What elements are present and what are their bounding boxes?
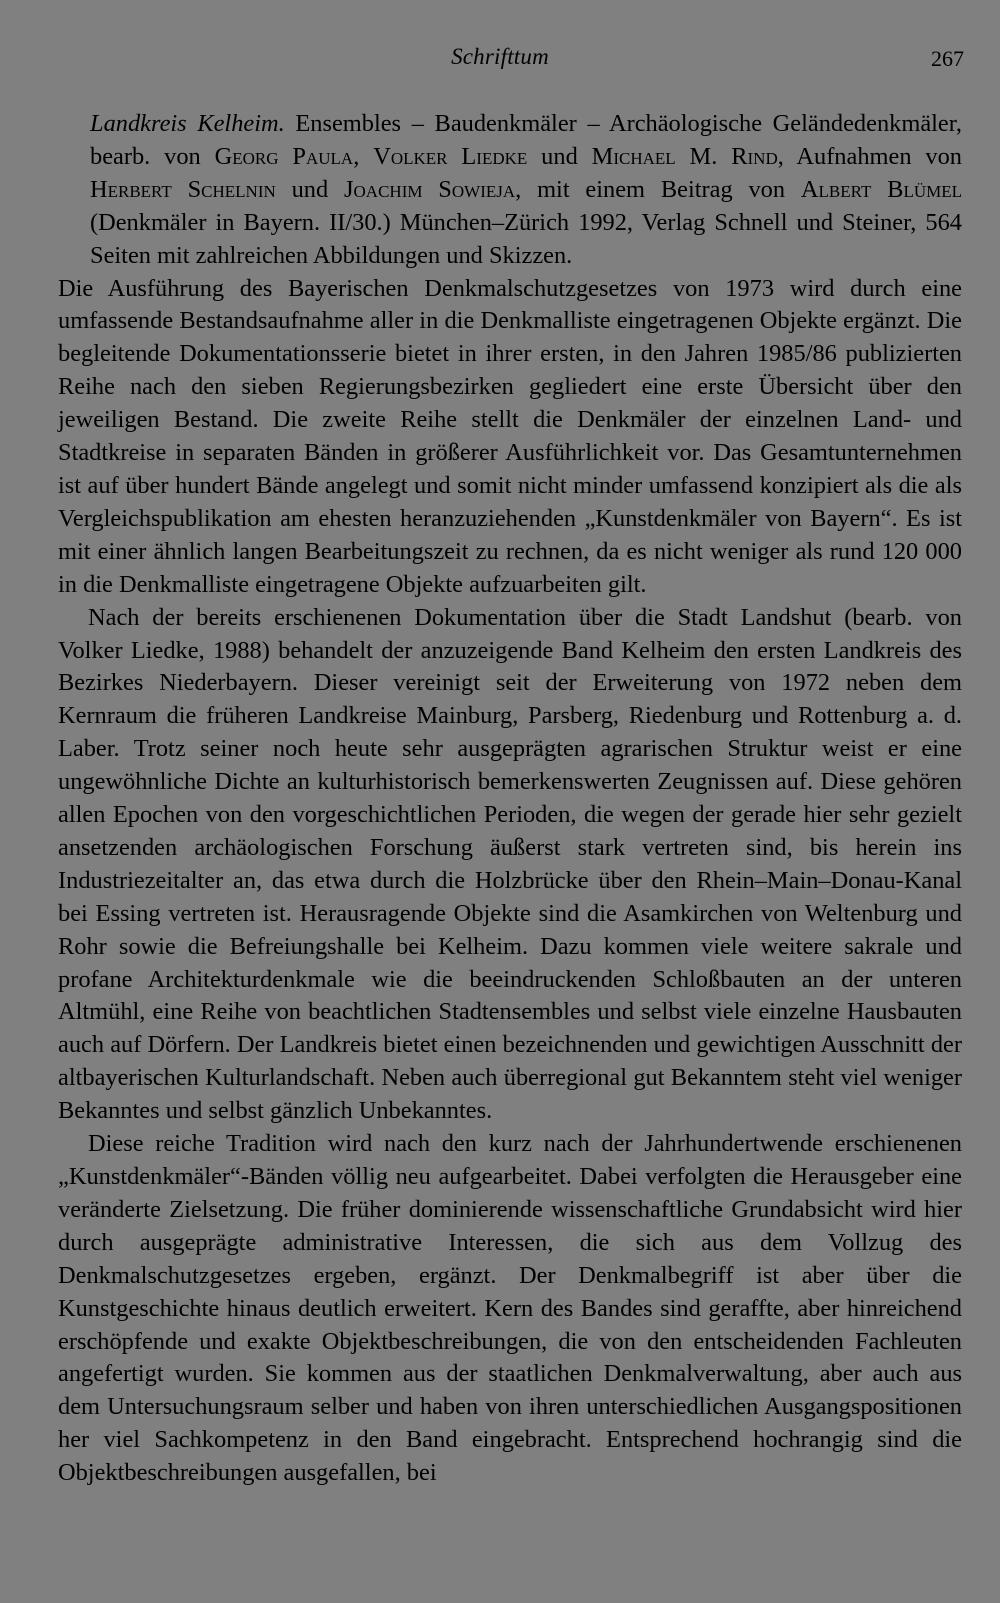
photographer-name: Herbert Schelnin: [90, 175, 276, 203]
body-paragraph: Die Ausführung des Bayerischen Denkmalschutzgesetzes von 1973 wird durch eine umfassende Bestandsaufnahme aller in die Denkmalliste eingetragenen Objekte ergänzt. Die begleitende Dokumentationsserie bietet in ihrer ersten, in den Jahren 1985/86 publizierten Reihe nach den sieben Regierungsbezirken gegliedert eine erste Übersicht über den jeweiligen Bestand. Die zweite Reihe stellt die Denkmäler der einzelnen Land- und Stadtkreise in separaten Bänden in größerer Ausführlichkeit vor. Das Gesamtunternehmen ist auf über hundert Bände angelegt und somit nicht minder umfassend konzipiert als die als Vergleichspublikation am ehesten heranzuziehenden „Kunstdenkmäler von Bayern“. Es ist mit einer ähnlich langen Bearbeitungszeit zu rechnen, da es nicht weniger als rund 120 000 in die Denkmalliste eingetragene Objekte aufzuarbeiten gilt.: [58, 274, 962, 598]
page-body: [58, 108, 962, 1490]
contributor-name: Albert Blümel: [800, 175, 962, 203]
body-paragraph: Diese reiche Tradition wird nach den kurz nach der Jahrhundertwende erschienenen „Kunstdenkmäler“-Bänden völlig neu aufgearbeitet. Dabei verfolgten die Herausgeber eine veränderte Zielsetzung. Die früher dominierende wissenschaftliche Grundabsicht wird hier durch ausgeprägte administrative Interessen, die sich aus dem Vollzug des Denkmalschutzgesetzes ergeben, ergänzt. Der Denkmalbegriff ist aber über die Kunstgeschichte hinaus deutlich erweitert. Kern des Bandes sind geraffte, aber hinreichend erschöpfende und exakte Objektbeschreibungen, die von den entscheidenden Fachleuten angefertigt wurden. Sie kommen aus der staatlichen Denkmalverwaltung, aber auch aus dem Untersuchungsraum selber und haben von ihren unterschiedlichen Ausgangspositionen her viel Sachkompetenz in den Band eingebracht. Entsprechend hochrangig sind die Objektbeschreibungen ausgefallen, bei: [58, 1130, 962, 1487]
bibliographic-entry: [58, 108, 962, 273]
author-name: Volker Liedke: [373, 142, 528, 170]
publication-details: (Denkmäler in Bayern. II/30.) München–Zürich 1992, Verlag Schnell und Steiner, 564 Seiten mit zahlreichen Abbildungen und Skizzen.: [90, 208, 962, 269]
photographer-name: Joachim Sowieja: [344, 175, 516, 203]
book-subtitle: Ensembles – Baudenkmäler – Archäologische Geländedenkmäler, bearb. von: [90, 110, 962, 170]
author-name: Michael M. Rind: [591, 142, 778, 170]
separator: , mit einem Beitrag von: [515, 175, 801, 203]
separator: und: [275, 175, 345, 203]
running-title: Schrifttum: [451, 44, 549, 69]
author-name: Georg Paula: [214, 142, 354, 170]
separator: ,: [353, 142, 374, 170]
book-title: Landkreis Kelheim.: [90, 110, 285, 137]
separator: und: [527, 142, 592, 170]
separator: , Aufnahmen von: [777, 142, 962, 170]
body-paragraph: Nach der bereits erschienenen Dokumentation über die Stadt Landshut (bearb. von Volker Liedke, 1988) behandelt der anzuzeigende Band Kelheim den ersten Landkreis des Bezirkes Niederbayern. Dieser vereinigt seit der Erweiterung von 1972 neben dem Kernraum die früheren Landkreise Mainburg, Parsberg, Riedenburg und Rottenburg a. d. Laber. Trotz seiner noch heute sehr ausgeprägten agrarischen Struktur weist er eine ungewöhnliche Dichte an kulturhistorisch bemerkenswerten Zeugnissen auf. Diese gehören allen Epochen von den vorgeschichtlichen Perioden, die wegen der gerade hier sehr gezielt ansetzenden archäologischen Forschung äußerst stark vertreten sind, bis herein ins Industriezeitalter an, das etwa durch die Holzbrücke über den Rhein–Main–Donau-Kanal bei Essing vertreten ist. Herausragende Objekte sind die Asamkirchen von Weltenburg und Rohr sowie die Befreiungshalle bei Kelheim. Dazu kommen viele weitere sakrale und profane Architekturdenkmale wie die beeindruckenden Schloßbauten an der unteren Altmühl, eine Reihe von beachtlichen Stadtensembles und selbst viele einzelne Hausbauten auch auf Dörfern. Der Landkreis bietet einen bezeichnenden und gewichtigen Ausschnitt der altbayerischen Kulturlandschaft. Neben auch überregional gut Bekanntem steht viel weniger Bekanntes und selbst gänzlich Unbekanntes.: [58, 603, 962, 1125]
page-number: 267: [931, 46, 964, 71]
